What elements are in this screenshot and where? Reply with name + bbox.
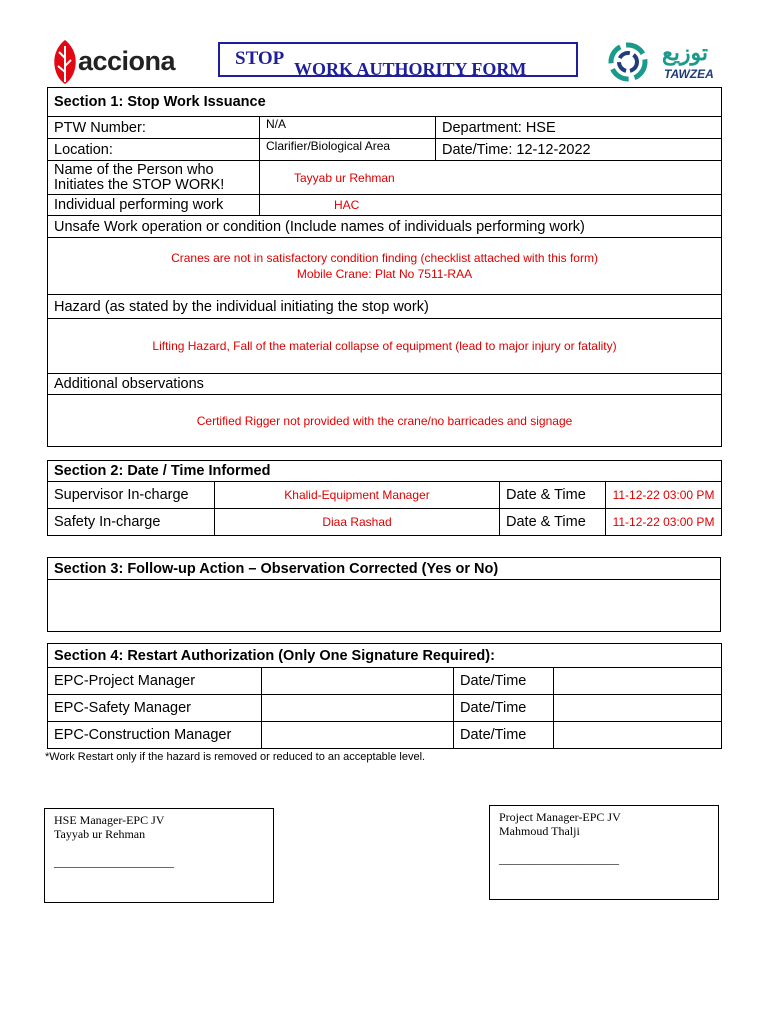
tawzea-arabic-text: توزيع (662, 40, 708, 65)
section3-table (47, 557, 721, 632)
epc-construction-manager-dt-value[interactable] (554, 722, 722, 749)
hazard-value: Lifting Hazard, Fall of the material collapse of equipment (lead to major injury or fatality) (48, 319, 722, 374)
hse-manager-signature-line: ____________________ (54, 855, 174, 869)
individual-label: Individual performing work (48, 195, 260, 216)
supervisor-label: Supervisor In-charge (48, 482, 215, 509)
location-value: Clarifier/Biological Area (260, 139, 436, 161)
tawzea-latin-text: TAWZEA (664, 67, 714, 81)
form-title-box (218, 42, 578, 77)
epc-construction-manager-dt-label: Date/Time (454, 722, 554, 749)
epc-construction-manager-signature[interactable] (262, 722, 454, 749)
acciona-logo (50, 38, 175, 86)
section2-table (47, 460, 722, 536)
supervisor-name: Khalid-Equipment Manager (215, 482, 500, 509)
title-main: WORK AUTHORITY FORM (294, 59, 527, 79)
initiator-value: Tayyab ur Rehman (260, 161, 722, 195)
epc-project-manager-dt-value[interactable] (554, 668, 722, 695)
footnote: *Work Restart only if the hazard is removed or reduced to an acceptable level. (45, 751, 426, 763)
epc-safety-manager-label: EPC-Safety Manager (48, 695, 262, 722)
hse-manager-name: Tayyab ur Rehman (54, 827, 146, 841)
individual-value: HAC (260, 195, 722, 216)
epc-project-manager-dt-label: Date/Time (454, 668, 554, 695)
unsafe-line2: Mobile Crane: Plat No 7511-RAA (296, 267, 473, 281)
table-row (48, 668, 722, 695)
hse-manager-title: HSE Manager-EPC JV (54, 813, 165, 827)
epc-safety-manager-signature[interactable] (262, 695, 454, 722)
epc-construction-manager-label: EPC-Construction Manager (48, 722, 262, 749)
project-manager-signature-box (489, 805, 719, 900)
epc-project-manager-label: EPC-Project Manager (48, 668, 262, 695)
acciona-leaf-icon (50, 38, 80, 86)
supervisor-dt-label: Date & Time (500, 482, 606, 509)
section4-table (47, 643, 722, 749)
datetime-field: Date/Time: 12-12-2022 (436, 139, 722, 161)
project-manager-title: Project Manager-EPC JV (499, 810, 621, 824)
safety-dt-label: Date & Time (500, 509, 606, 536)
epc-project-manager-signature[interactable] (262, 668, 454, 695)
initiator-label (48, 161, 260, 195)
hse-manager-signature-box (44, 808, 274, 903)
table-row (48, 722, 722, 749)
section4-heading: Section 4: Restart Authorization (Only One Signature Required): (48, 644, 722, 668)
section1-table (47, 87, 722, 447)
ptw-number-label: PTW Number: (48, 117, 260, 139)
table-row (48, 482, 722, 509)
unsafe-label: Unsafe Work operation or condition (Include names of individuals performing work) (48, 216, 722, 238)
hazard-label: Hazard (as stated by the individual initiating the stop work) (48, 295, 722, 319)
title-stop: STOP (235, 48, 285, 69)
acciona-wordmark: acciona (78, 46, 176, 76)
location-label: Location: (48, 139, 260, 161)
project-manager-signature-line: ____________________ (499, 852, 619, 866)
initiator-label-line1: Name of the Person who (54, 161, 214, 178)
section3-response[interactable] (48, 580, 721, 632)
section2-heading: Section 2: Date / Time Informed (48, 461, 722, 482)
project-manager-name: Mahmoud Thalji (499, 824, 580, 838)
epc-safety-manager-dt-value[interactable] (554, 695, 722, 722)
unsafe-value (48, 238, 722, 295)
tawzea-logo (606, 40, 726, 86)
ptw-number-value: N/A (260, 117, 436, 139)
supervisor-dt-value: 11-12-22 03:00 PM (606, 482, 722, 509)
additional-value: Certified Rigger not provided with the crane/no barricades and signage (48, 395, 722, 447)
initiator-label-line2: Initiates the STOP WORK! (54, 176, 225, 193)
tawzea-ring-icon (606, 40, 650, 84)
section3-heading: Section 3: Follow-up Action – Observation Corrected (Yes or No) (48, 558, 721, 580)
section1-heading: Section 1: Stop Work Issuance (48, 88, 722, 117)
table-row (48, 509, 722, 536)
additional-label: Additional observations (48, 374, 722, 395)
safety-dt-value: 11-12-22 03:00 PM (606, 509, 722, 536)
epc-safety-manager-dt-label: Date/Time (454, 695, 554, 722)
safety-name: Diaa Rashad (215, 509, 500, 536)
safety-label: Safety In-charge (48, 509, 215, 536)
unsafe-line1: Cranes are not in satisfactory condition finding (checklist attached with this form) (171, 251, 598, 265)
department-field: Department: HSE (436, 117, 722, 139)
table-row (48, 695, 722, 722)
